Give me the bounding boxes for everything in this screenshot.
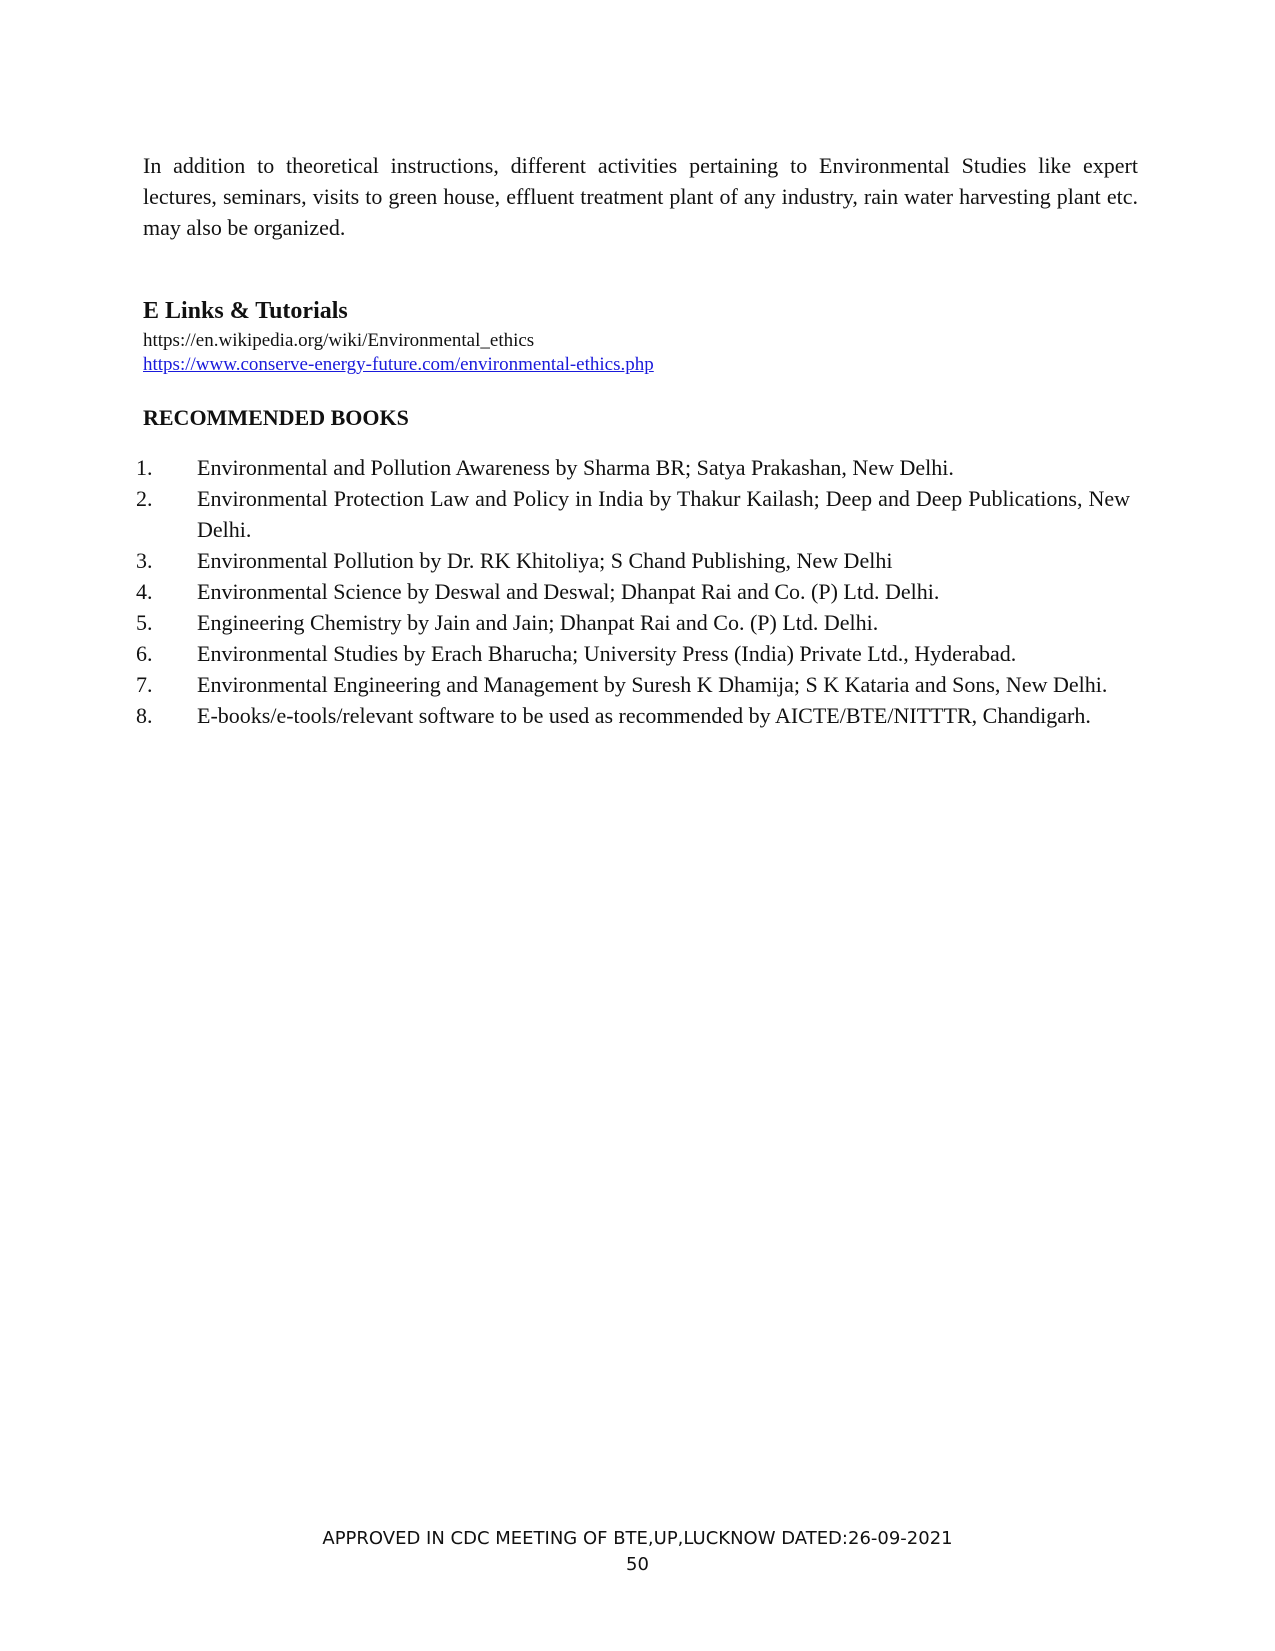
book-text: Environmental and Pollution Awareness by Sharma BR; Satya Prakashan, New Delhi.	[197, 455, 954, 480]
intro-paragraph: In addition to theoretical instructions, different activities pertaining to Environmental Studies like expert lectures, seminars, visits to green house, effluent treatment plant of any industry, rain water harvesting plant etc. may also be organized.	[143, 153, 1138, 240]
book-number: 3.	[136, 548, 153, 573]
book-number: 4.	[136, 579, 153, 604]
book-item-4	[130, 576, 1130, 607]
book-number: 7.	[136, 672, 153, 697]
book-item-3	[130, 545, 1130, 576]
book-item-1	[130, 452, 1130, 483]
elinks-heading: E Links & Tutorials	[143, 298, 348, 324]
book-text: Environmental Science by Deswal and Deswal; Dhanpat Rai and Co. (P) Ltd. Delhi.	[197, 579, 940, 604]
book-text: Environmental Protection Law and Policy in India by Thakur Kailash; Deep and Deep Publications, New Delhi.	[197, 486, 1130, 542]
book-item-2	[130, 483, 1130, 545]
book-number: 6.	[136, 641, 153, 666]
book-item-8	[130, 700, 1130, 731]
book-text: Environmental Studies by Erach Bharucha; University Press (India) Private Ltd., Hyderabad.	[197, 641, 1017, 666]
book-item-7	[130, 669, 1130, 700]
conserve-energy-link[interactable]: https://www.conserve-energy-future.com/environmental-ethics.php	[143, 354, 654, 375]
page-number: 50	[626, 1554, 649, 1575]
book-number: 1.	[136, 455, 153, 480]
book-text: Environmental Engineering and Management by Suresh K Dhamija; S K Kataria and Sons, New Delhi.	[197, 672, 1108, 697]
recommended-books-heading: RECOMMENDED BOOKS	[143, 405, 409, 430]
book-item-6	[130, 638, 1130, 669]
book-item-5	[130, 607, 1130, 638]
wikipedia-link[interactable]: https://en.wikipedia.org/wiki/Environmental_ethics	[143, 330, 535, 351]
book-number: 2.	[136, 486, 153, 511]
recommended-books-list	[130, 452, 1130, 731]
approval-footer: APPROVED IN CDC MEETING OF BTE,UP,LUCKNOW DATED:26-09-2021	[322, 1528, 953, 1549]
book-text: Environmental Pollution by Dr. RK Khitoliya; S Chand Publishing, New Delhi	[197, 548, 893, 573]
book-text: Engineering Chemistry by Jain and Jain; Dhanpat Rai and Co. (P) Ltd. Delhi.	[197, 610, 879, 635]
book-number: 5.	[136, 610, 153, 635]
book-text: E-books/e-tools/relevant software to be used as recommended by AICTE/BTE/NITTTR, Chandigarh.	[197, 703, 1091, 728]
book-number: 8.	[136, 703, 153, 728]
